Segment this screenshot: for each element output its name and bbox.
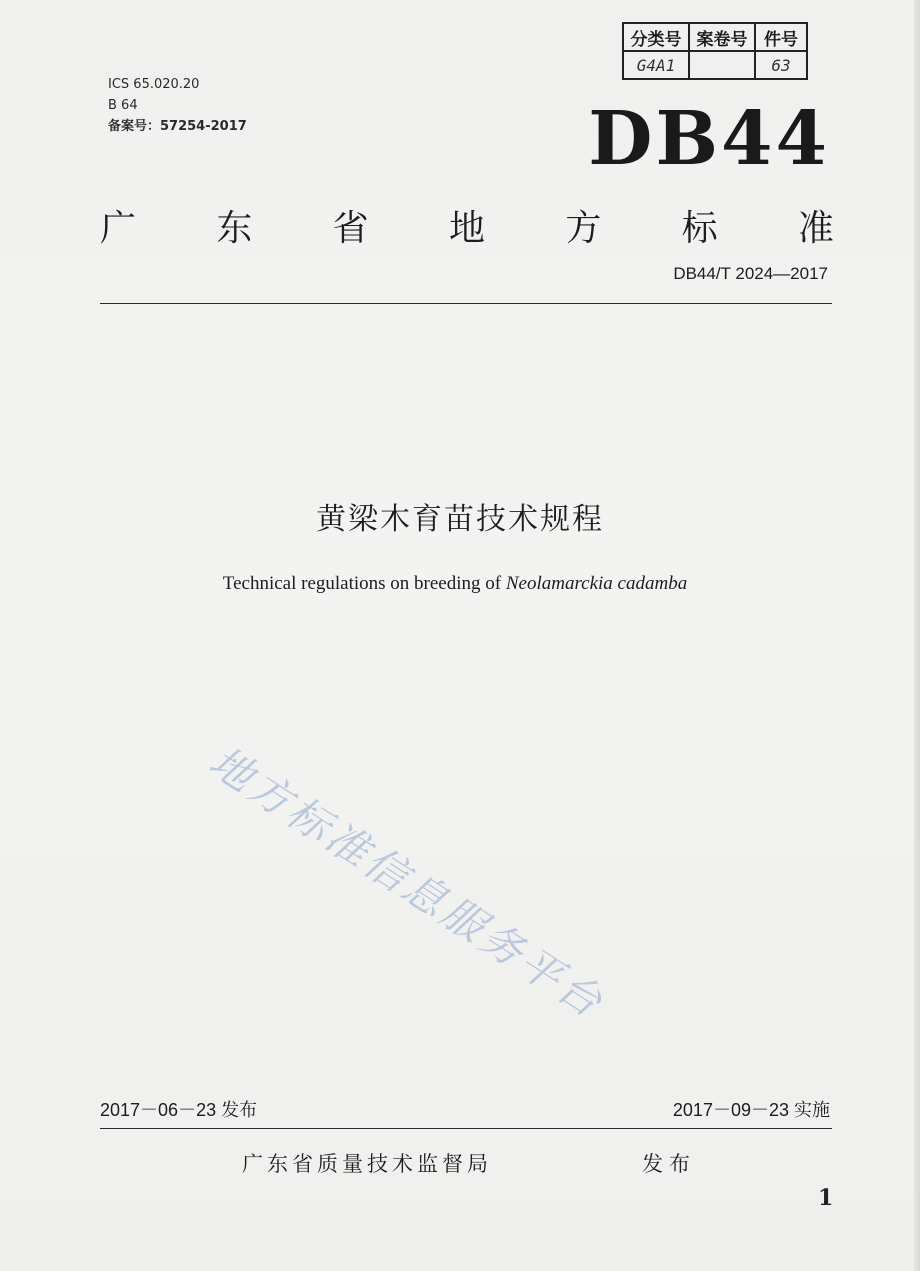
- scan-edge: [914, 0, 920, 1271]
- issuing-authority: 广东省质量技术监督局: [242, 1152, 492, 1176]
- archive-stamp-value-row: [623, 51, 807, 79]
- archive-value-file: [689, 51, 755, 79]
- archive-value-category: G4A1: [623, 51, 689, 79]
- footer-divider: [100, 1128, 832, 1129]
- archive-stamp-table: [622, 22, 808, 80]
- classification-block: [108, 74, 247, 137]
- archive-stamp-header-row: [623, 23, 807, 51]
- filing-number: 备案号：57254-2017: [108, 119, 247, 134]
- ccs-code: B 64: [108, 98, 138, 113]
- issue-date: 2017－06－23 发布: [100, 1100, 258, 1120]
- header-divider: [100, 303, 832, 304]
- db44-logo: DB44: [588, 96, 830, 182]
- ics-code: ICS 65.020.20: [108, 77, 200, 92]
- standard-type-char: 标: [681, 208, 718, 249]
- title-chinese: 黄梁木育苗技术规程: [316, 502, 604, 537]
- title-english-prefix: Technical regulations on breeding of: [222, 573, 506, 594]
- watermark-text: 地方标准信息服务平台: [200, 736, 614, 1029]
- archive-header-category: 分类号: [623, 23, 689, 51]
- standard-type-heading: [100, 200, 834, 251]
- standard-type-char: 准: [797, 208, 834, 249]
- standard-number: DB44/T 2024—2017: [673, 264, 828, 283]
- standard-type-char: 方: [565, 208, 602, 249]
- archive-header-file: 案卷号: [689, 23, 755, 51]
- standard-type-char: 地: [448, 208, 485, 249]
- standard-type-char: 省: [332, 208, 369, 249]
- implementation-date: 2017－09－23 实施: [672, 1100, 830, 1120]
- page-number: 1: [818, 1185, 834, 1211]
- archive-value-item: 63: [755, 51, 807, 79]
- title-english-species: Neolamarckia cadamba: [505, 573, 688, 594]
- standard-type-char: 东: [216, 208, 253, 249]
- archive-header-item: 件号: [755, 23, 807, 51]
- issue-label: 发布: [642, 1152, 696, 1176]
- title-english: [0, 573, 910, 595]
- standard-type-char: 广: [100, 208, 137, 249]
